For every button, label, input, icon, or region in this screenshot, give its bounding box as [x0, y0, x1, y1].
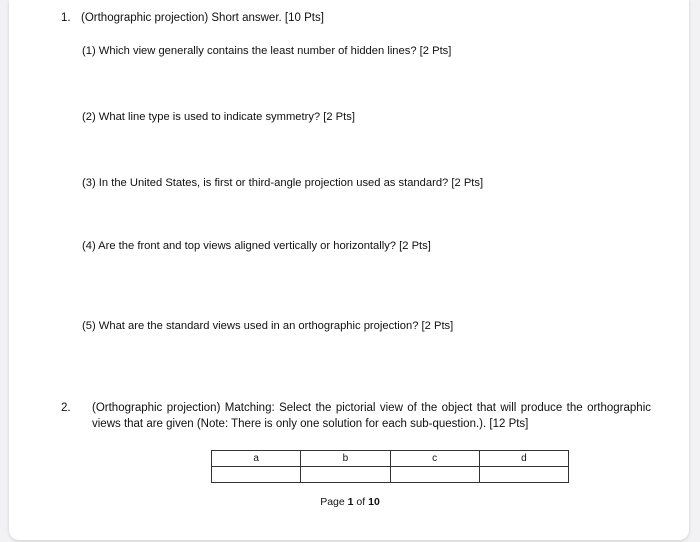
question-1-number: 1.: [61, 12, 71, 24]
page-of-label: of: [356, 496, 366, 508]
question-1-item-5: (5) What are the standard views used in an orthographic projection? [2 Pts]: [82, 320, 454, 332]
question-1-title: (Orthographic projection) Short answer. [10 Pts]: [81, 12, 324, 24]
question-1-item-2: (2) What line type is used to indicate symmetry? [2 Pts]: [82, 111, 355, 123]
matching-answer-a: [212, 467, 301, 483]
matching-header-b: b: [301, 451, 390, 467]
question-1-heading: [61, 12, 324, 24]
question-1-item-4: (4) Are the front and top views aligned vertically or horizontally? [2 Pts]: [82, 240, 431, 252]
matching-header-d: d: [479, 451, 568, 467]
question-2-text: (Orthographic projection) Matching: Select the pictorial view of the object that will produce the orthographic views that are given (Note: There is only one solution for each sub-question.). [12 Pts]: [92, 402, 651, 430]
page-label: Page: [320, 496, 345, 508]
matching-table-header-row: [212, 451, 569, 467]
page-number-footer: [0, 496, 700, 508]
matching-table: [211, 450, 569, 483]
matching-answer-b: [301, 467, 390, 483]
question-2: [61, 400, 651, 432]
matching-header-c: c: [390, 451, 479, 467]
matching-answer-d: [479, 467, 568, 483]
question-1-item-1: (1) Which view generally contains the least number of hidden lines? [2 Pts]: [82, 45, 452, 57]
total-pages: 10: [368, 496, 380, 508]
matching-answer-c: [390, 467, 479, 483]
current-page: 1: [347, 496, 354, 508]
question-2-number: 2.: [61, 402, 71, 414]
matching-table-answer-row: [212, 467, 569, 483]
matching-header-a: a: [212, 451, 301, 467]
question-1-item-3: (3) In the United States, is first or third-angle projection used as standard? [2 Pts]: [82, 177, 484, 189]
